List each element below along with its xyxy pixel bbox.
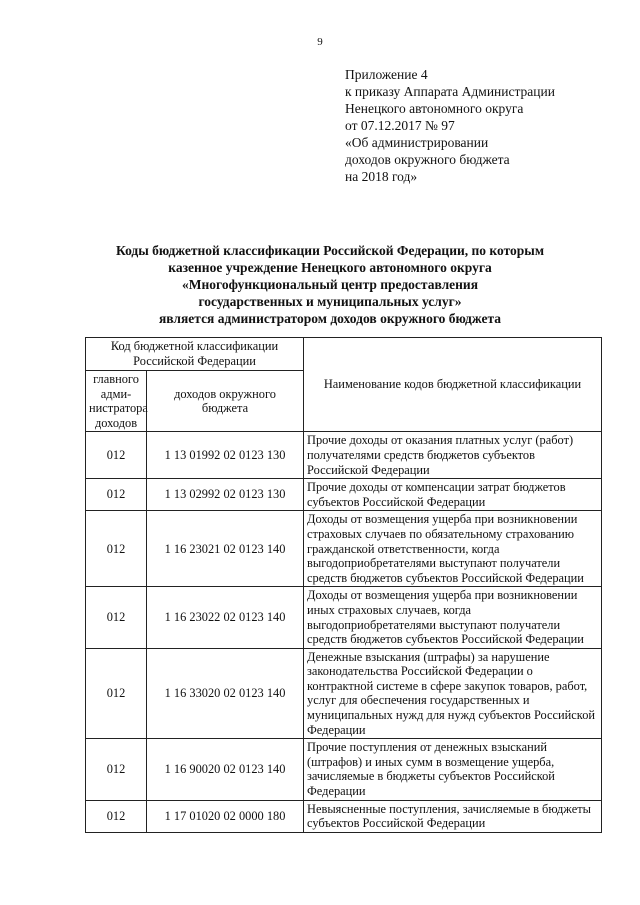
cell-name: Доходы от возмещения ущерба при возникновении страховых случаев по обязательному страхованию гражданской ответственности, когда выгодоприобретателями выступают получатели средств бюджетов субъектов Российской Федерации xyxy=(304,511,602,587)
appendix-line: к приказу Аппарата Администрации xyxy=(345,84,555,99)
classification-table xyxy=(85,337,602,833)
cell-name: Прочие доходы от компенсации затрат бюджетов субъектов Российской Федерации xyxy=(304,479,602,511)
cell-admin: 012 xyxy=(86,479,147,511)
title-line: Коды бюджетной классификации Российской Федерации, по которым xyxy=(115,243,545,258)
title-line: «Многофункциональный центр предоставления xyxy=(182,277,478,292)
cell-name: Невыясненные поступления, зачисляемые в бюджеты субъектов Российской Федерации xyxy=(304,800,602,832)
cell-code: 1 16 90020 02 0123 140 xyxy=(147,739,304,800)
appendix-line: на 2018 год» xyxy=(345,169,418,184)
cell-name: Прочие доходы от оказания платных услуг (работ) получателями средств бюджетов субъектов Российской Федерации xyxy=(304,432,602,479)
cell-admin: 012 xyxy=(86,739,147,800)
header-budget-code: доходов окружного бюджета xyxy=(147,371,304,432)
cell-admin: 012 xyxy=(86,432,147,479)
table-row xyxy=(86,800,602,832)
appendix-line: «Об администрировании xyxy=(345,135,489,150)
cell-name: Прочие поступления от денежных взысканий (штрафов) и иных сумм в возмещение ущерба, зачисляемые в бюджеты субъектов Российской Федерации xyxy=(304,739,602,800)
cell-code: 1 13 01992 02 0123 130 xyxy=(147,432,304,479)
cell-code: 1 16 33020 02 0123 140 xyxy=(147,648,304,739)
title-line: является администратором доходов окружного бюджета xyxy=(158,311,502,326)
cell-admin: 012 xyxy=(86,587,147,648)
cell-code: 1 16 23021 02 0123 140 xyxy=(147,511,304,587)
cell-code: 1 17 01020 02 0000 180 xyxy=(147,800,304,832)
cell-admin: 012 xyxy=(86,648,147,739)
cell-admin: 012 xyxy=(86,800,147,832)
cell-name: Денежные взыскания (штрафы) за нарушение законодательства Российской Федерации о контрактной системе в сфере закупок товаров, работ, услуг для обеспечения государственных и муниципальных нужд для нужд субъектов Российской Федерации xyxy=(304,648,602,739)
appendix-line: Ненецкого автономного округа xyxy=(345,101,524,116)
appendix-line: доходов окружного бюджета xyxy=(345,152,510,167)
page-number: 9 xyxy=(317,36,323,48)
header-group: Код бюджетной классификации Российской Федерации xyxy=(86,338,304,371)
table-row xyxy=(86,479,602,511)
title-line: государственных и муниципальных услуг» xyxy=(198,294,462,309)
title-line: казенное учреждение Ненецкого автономного округа xyxy=(168,260,492,275)
cell-code: 1 13 02992 02 0123 130 xyxy=(147,479,304,511)
table-row xyxy=(86,511,602,587)
cell-name: Доходы от возмещения ущерба при возникновении иных страховых случаев, когда выгодоприобретателями выступают получатели средств бюджетов субъектов Российской Федерации xyxy=(304,587,602,648)
appendix-line: от 07.12.2017 № 97 xyxy=(345,118,455,133)
document-title xyxy=(60,242,600,327)
cell-admin: 012 xyxy=(86,511,147,587)
table-row xyxy=(86,587,602,648)
table-row xyxy=(86,432,602,479)
header-name: Наименование кодов бюджетной классификации xyxy=(304,338,602,432)
cell-code: 1 16 23022 02 0123 140 xyxy=(147,587,304,648)
appendix-line: Приложение 4 xyxy=(345,67,428,82)
table-row xyxy=(86,648,602,739)
header-main-admin: главного адми-нистратора доходов xyxy=(86,371,147,432)
table-row xyxy=(86,739,602,800)
appendix-block xyxy=(345,66,555,185)
